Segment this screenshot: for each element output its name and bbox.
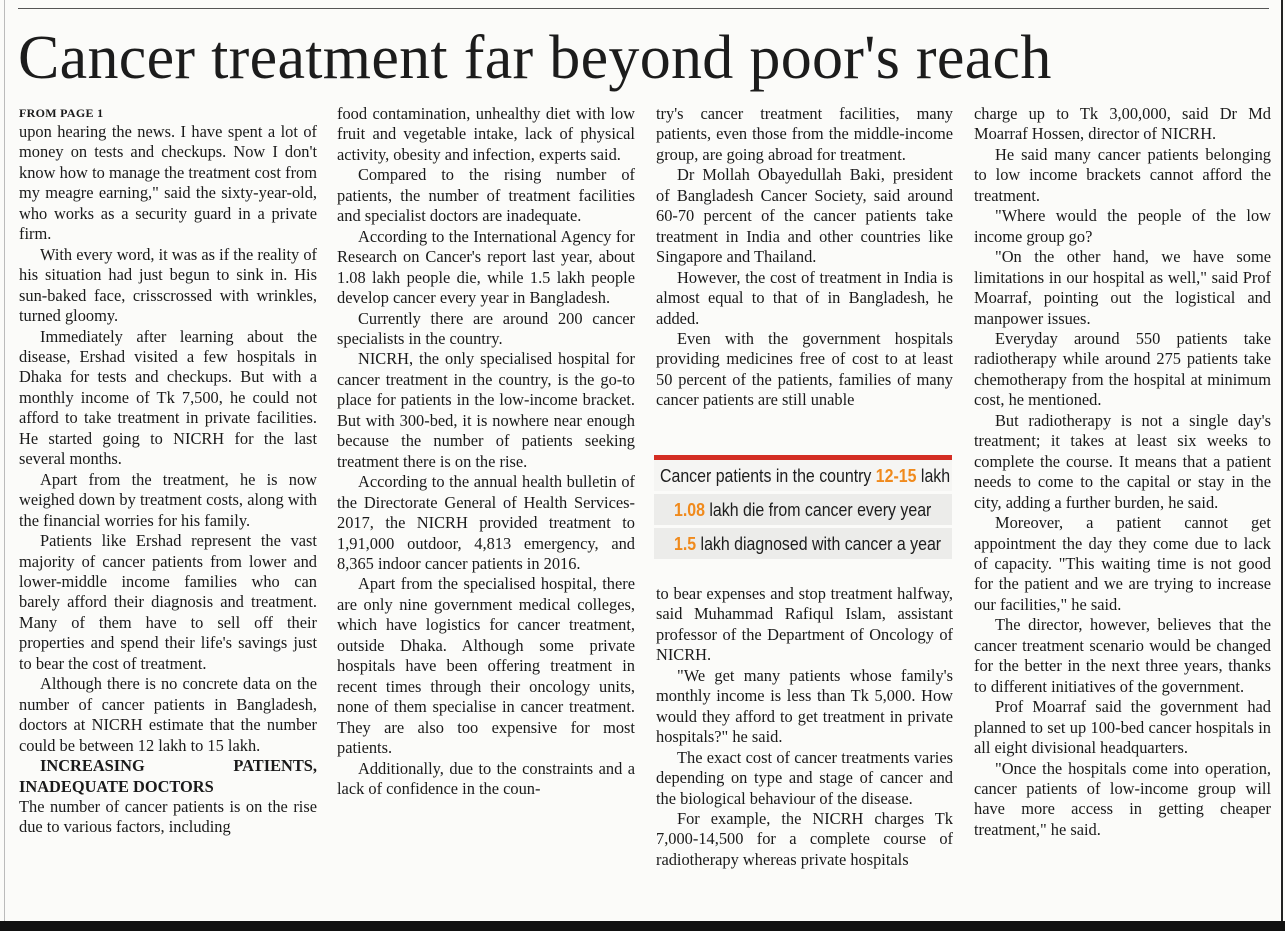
headline: Cancer treatment far beyond poor's reach [18,24,1052,92]
paragraph: food contamination, unhealthy diet with low fruit and vegetable intake, lack of physical activity, obesity and infection, experts said. [337,104,635,164]
paragraph: Everyday around 550 patients take radiotherapy while around 275 patients take chemotherapy from the hospital at minimum cost, he mentioned. [974,328,1271,410]
paragraph: "Once the hospitals come into operation, cancer patients of low-income group will have more access in getting cheaper treatment," he said. [974,758,1271,839]
paragraph: According to the International Agency for Research on Cancer's report last year, about 1.08 lakh people die, while 1.5 lakh people develop cancer every year in Bangladesh. [337,226,635,308]
paragraph: However, the cost of treatment in India is almost equal to that of in Bangladesh, he added. [656,267,953,328]
paragraph: upon hearing the news. I have spent a lot of money on tests and checkups. Now I don't know how to manage the treatment cost from my meagre earning," said the sixty-year-old, who works as a security guard in a private firm. [19,122,317,244]
paragraph: The number of cancer patients is on the rise due to various factors, including [19,796,317,837]
fact-row-patients [654,460,952,494]
right-margin-rule [1281,0,1283,931]
paragraph: With every word, it was as if the reality of his situation had just begun to sink in. His sun-baked face, crisscrossed with wrinkles, turned gloomy. [19,244,317,326]
fact-number: 12-15 [875,465,917,486]
paragraph: Immediately after learning about the disease, Ershad visited a few hospitals in Dhaka for tests and checkups. But with a monthly income of Tk 7,500, he could not afford to take treatment in private facilities. He started going to NICRH for the last several months. [19,326,317,469]
article-column-4 [974,104,1271,924]
fact-number: 1.5 [674,533,697,554]
paragraph: "We get many patients whose family's monthly income is less than Tk 5,000. How would they afford to get treatment in private hospitals?" he said. [656,665,953,747]
fact-label: Cancer patients in the country [660,465,872,486]
article-column-2 [337,104,635,924]
paragraph: Moreover, a patient cannot get appointment the day they come due to lack of capacity. "This waiting time is not good for the patient and we are trying to increase our facilities," he said. [974,513,1271,614]
paragraph: Prof Moarraf said the government had planned to set up 100-bed cancer hospitals in all eight divisional headquarters. [974,697,1271,758]
article-column-3-bottom [656,584,953,924]
from-page-label: FROM PAGE 1 [19,106,104,120]
paragraph: Although there is no concrete data on the number of cancer patients in Bangladesh, doctors at NICRH estimate that the number could be between 12 lakh to 15 lakh. [19,674,317,755]
paragraph: to bear expenses and stop treatment halfway, said Muhammad Rafiqul Islam, assistant professor of the Department of Oncology of NICRH. [656,584,953,665]
fact-unit: lakh [920,465,951,486]
paragraph: "Where would the people of the low income group go? [974,206,1271,246]
fact-label: lakh die from cancer every year [709,499,932,520]
paragraph: According to the annual health bulletin of the Directorate General of Health Services-2017, the NICRH provided treatment to 1,91,000 outdoor, 4,813 emergency, and 8,365 indoor cancer patients in 2016. [337,472,635,573]
paragraph: Additionally, due to the constraints and a lack of confidence in the coun- [337,758,635,798]
paragraph: charge up to Tk 3,00,000, said Dr Md Moarraf Hossen, director of NICRH. [974,104,1271,144]
top-rule [18,8,1269,9]
paragraph: But radiotherapy is not a single day's treatment; it takes at least six weeks to complete the course. It means that a patient needs to come to the capital or stay in the city, adding a further burden, he said. [974,410,1271,512]
fact-number: 1.08 [674,499,705,520]
paragraph: Currently there are around 200 cancer specialists in the country. [337,308,635,348]
paragraph: "On the other hand, we have some limitations in our hospital as well," said Prof Moarraf, pointing out the logistical and manpower issues. [974,247,1271,328]
paragraph: Apart from the specialised hospital, there are only nine government medical colleges, which have logistics for cancer treatment, outside Dhaka. Although some private hospitals have been offering treatment in recent times through their oncology units, none of them specialise in cancer treatment. They are also too expensive for most patients. [337,574,635,758]
fact-label: lakh diagnosed with cancer a year [700,533,942,554]
paragraph: try's cancer treatment facilities, many patients, even those from the middle-income group, are going abroad for treatment. [656,104,953,164]
paragraph: Apart from the treatment, he is now weighed down by treatment costs, along with the financial worries for his family. [19,469,317,530]
article-column-1 [19,104,317,924]
paragraph: The exact cost of cancer treatments varies depending on type and stage of cancer and the biological behaviour of the disease. [656,747,953,808]
paragraph: For example, the NICRH charges Tk 7,000-14,500 for a complete course of radiotherapy whereas private hospitals [656,808,953,869]
left-margin-rule [4,0,5,931]
paragraph: Dr Mollah Obayedullah Baki, president of Bangladesh Cancer Society, said around 60-70 percent of the cancer patients take treatment in India and other countries like Singapore and Thailand. [656,165,953,267]
subheading: INCREASING PATIENTS, INADEQUATE DOCTORS [19,756,317,796]
paragraph: Patients like Ershad represent the vast majority of cancer patients from lower and lower-middle income families who can barely afford their diagnosis and treatment. Many of them have to sell off their properties and spend their life's savings just to bear the cost of treatment. [19,531,317,673]
fact-row-deaths [654,494,952,528]
paragraph: NICRH, the only specialised hospital for cancer treatment in the country, is the go-to place for patients in the low-income bracket. But with 300-bed, it is nowhere near enough because the number of patients seeking treatment there is on the rise. [337,349,635,471]
article-column-3-top [656,104,953,444]
paragraph: He said many cancer patients belonging to low income brackets cannot afford the treatment. [974,144,1271,205]
paragraph: Even with the government hospitals providing medicines free of cost to at least 50 percent of the patients, families of many cancer patients are still unable [656,328,953,410]
paragraph: The director, however, believes that the cancer treatment scenario would be changed for the better in the next three years, thanks to different initiatives of the government. [974,615,1271,696]
fact-row-diagnosed [654,528,952,562]
fact-box [654,455,952,567]
paragraph: Compared to the rising number of patients, the number of treatment facilities and specialist doctors are inadequate. [337,165,635,226]
bottom-edge-bar [0,921,1285,931]
